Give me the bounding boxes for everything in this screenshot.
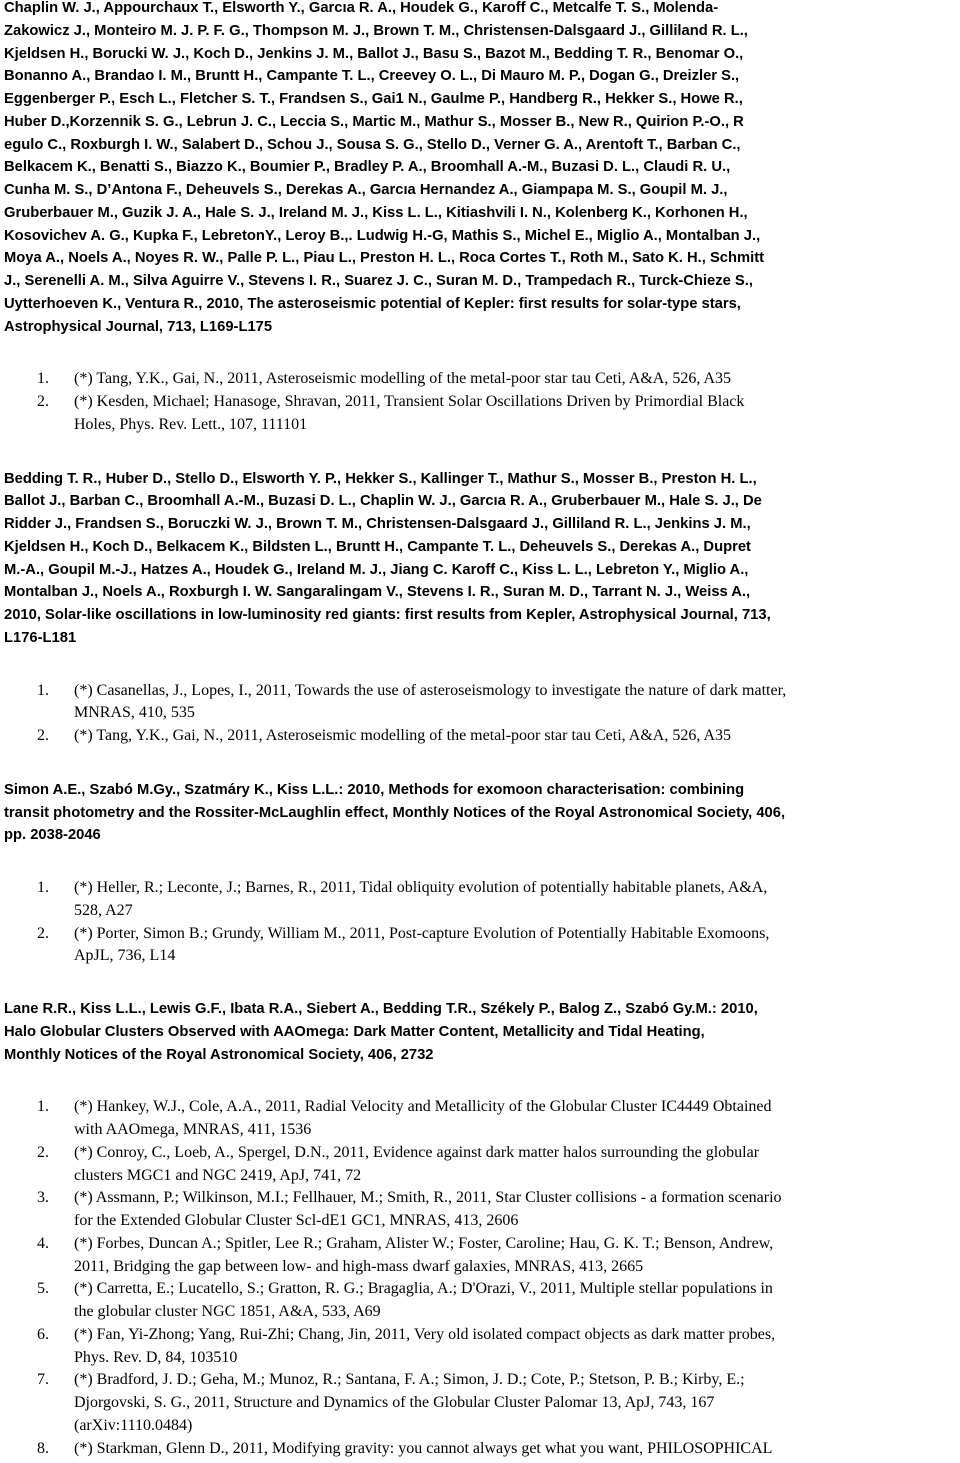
- citation-line: (*) Kesden, Michael; Hanasoge, Shravan, 2011, Transient Solar Oscillations Driven by Primordial Black: [74, 393, 745, 410]
- reference-line: Bedding T. R., Huber D., Stello D., Elsworth Y. P., Hekker S., Kallinger T., Mathur S., Mosser B., Preston H. L.,: [4, 470, 757, 487]
- citation-line: (*) Assmann, P.; Wilkinson, M.I.; Fellhauer, M.; Smith, R., 2011, Star Cluster collisions - a formation scenario: [74, 1189, 782, 1207]
- citation-line: (*) Tang, Y.K., Gai, N., 2011, Asteroseismic modelling of the metal-poor star tau Ceti, A&A, 526, A35: [74, 727, 732, 744]
- citation-number: 5.: [37, 1280, 49, 1298]
- citation-text: [74, 1324, 775, 1370]
- citation-line: (*) Casanellas, J., Lopes, I., 2011, Towards the use of asteroseismology to investigate the nature of dark matter,: [74, 681, 787, 699]
- citation-text: [74, 368, 731, 391]
- citation-number: 8.: [37, 1439, 49, 1457]
- reference-line: Astrophysical Journal, 713, L169-L175: [4, 318, 273, 335]
- citation-number: 3.: [37, 1189, 49, 1207]
- reference-line: Simon A.E., Szabó M.Gy., Szatmáry K., Kiss L.L.: 2010, Methods for exomoon characterisation: combining: [4, 781, 745, 798]
- reference-line: 2010, Solar-like oscillations in low-luminosity red giants: first results from Kepler, Astrophysical Journal, 713,: [4, 607, 771, 623]
- citation-text: [74, 391, 744, 437]
- citation-line: (*) Bradford, J. D.; Geha, M.; Munoz, R.; Santana, F. A.; Simon, J. D.; Cote, P.; Stetson, P. B.; Kirby, E.;: [74, 1371, 745, 1389]
- citing-paper-item: [4, 1096, 944, 1142]
- reference-line: Montalban J., Noels A., Roxburgh I. W. Sangaralingam V., Stevens I. R., Suran M. D., Tarrant N. J., Weiss A.,: [4, 584, 751, 601]
- citation-text: [74, 923, 769, 969]
- citation-text: [74, 1369, 745, 1437]
- citation-line: Phys. Rev. D, 84, 103510: [74, 1348, 238, 1366]
- citation-line: ApJL, 736, L14: [74, 947, 176, 965]
- reference-line: egulo C., Roxburgh I. W., Salabert D., Schou J., Sousa S. G., Stello D., Verner G. A., Arentoft T., Barban C.,: [4, 136, 741, 153]
- citing-paper-item: [4, 725, 944, 748]
- reference-line: Kosovichev A. G., Kupka F., LebretonY., Leroy B.,. Ludwig H.-G, Mathis S., Michel E., Miglio A., Montalban J.,: [4, 227, 761, 244]
- reference-line: L176-L181: [4, 629, 77, 646]
- citing-papers-list: [4, 1096, 944, 1460]
- reference-line: Zakowicz J., Monteiro M. J. P. F. G., Thompson M. J., Brown T. M., Christensen-Dalsgaard J., Gilliland R. L.,: [4, 22, 748, 39]
- citing-paper-item: [4, 1142, 944, 1188]
- citing-paper-item: [4, 1324, 944, 1370]
- reference-line: Uytterhoeven K., Ventura R., 2010, The asteroseismic potential of Kepler: first results for solar-type stars,: [4, 295, 741, 312]
- citing-paper-item: [4, 923, 944, 969]
- citation-text: [74, 1278, 773, 1324]
- citing-paper-item: [4, 1369, 944, 1437]
- reference-line: Monthly Notices of the Royal Astronomical Society, 406, 2732: [4, 1046, 434, 1063]
- reference-line: Cunha M. S., D’Antona F., Deheuvels S., Derekas A., Garcıa Hernandez A., Giampapa M. S., Goupil M. J.,: [4, 182, 728, 198]
- publication-entry: [4, 998, 944, 1460]
- citation-line: (*) Tang, Y.K., Gai, N., 2011, Asteroseismic modelling of the metal-poor star tau Ceti, A&A, 526, A35: [74, 370, 732, 388]
- citation-number: 6.: [37, 1325, 49, 1343]
- citation-line: 2011, Bridging the gap between low- and high-mass dwarf galaxies, MNRAS, 413, 2665: [74, 1257, 644, 1275]
- citation-text: [74, 1187, 782, 1233]
- citing-paper-item: [4, 1278, 944, 1324]
- citation-number: 2.: [37, 924, 49, 942]
- citation-number: 1.: [37, 370, 49, 388]
- citation-text: [74, 725, 731, 748]
- publication-reference: [4, 0, 944, 338]
- citing-paper-item: [4, 680, 944, 726]
- citing-paper-item: [4, 1438, 944, 1461]
- citation-line: Holes, Phys. Rev. Lett., 107, 111101: [74, 415, 308, 433]
- reference-line: Ridder J., Frandsen S., Boruczki W. J., Brown T. M., Christensen-Dalsgaard J., Gilliland R. L., Jenkins J. M.,: [4, 516, 751, 532]
- publication-entry: [4, 468, 944, 748]
- reference-line: Lane R.R., Kiss L.L., Lewis G.F., Ibata R.A., Siebert A., Bedding T.R., Székely P., Balog Z., Szabó Gy.M.: 2010,: [4, 1001, 758, 1017]
- citation-number: 1.: [37, 1098, 49, 1116]
- reference-line: Moya A., Noels A., Noyes R. W., Palle P. L., Piau L., Preston H. L., Roca Cortes T., Roth M., Sato K. H., Schmitt: [4, 250, 765, 267]
- citation-line: (*) Porter, Simon B.; Grundy, William M., 2011, Post-capture Evolution of Potentially Habitable Exomoons,: [74, 924, 770, 942]
- citing-papers-list: [4, 877, 944, 968]
- citation-line: 528, A27: [74, 901, 133, 919]
- citation-line: the globular cluster NGC 1851, A&A, 533, A69: [74, 1303, 381, 1320]
- citation-line: (*) Conroy, C., Loeb, A., Spergel, D.N., 2011, Evidence against dark matter halos surrounding the globular: [74, 1143, 760, 1161]
- citing-paper-item: [4, 1233, 944, 1279]
- reference-line: Chaplin W. J., Appourchaux T., Elsworth Y., Garcıa R. A., Houdek G., Karoff C., Metcalfe T. S., Molenda-: [4, 0, 719, 16]
- citation-line: MNRAS, 410, 535: [74, 704, 195, 722]
- citation-line: (*) Hankey, W.J., Cole, A.A., 2011, Radial Velocity and Metallicity of the Globular Cluster IC4449 Obtained: [74, 1098, 772, 1116]
- citation-text: [74, 1096, 772, 1142]
- publication-reference: [4, 779, 944, 847]
- citation-line: (*) Carretta, E.; Lucatello, S.; Gratton, R. G.; Bragaglia, A.; D'Orazi, V., 2011, Multiple stellar populations in: [74, 1280, 773, 1298]
- reference-line: Huber D.,Korzennik S. G., Lebrun J. C., Leccia S., Martic M., Mathur S., Mosser B., New R., Quirion P.-O., R: [4, 113, 744, 130]
- citation-number: 1.: [37, 879, 49, 896]
- citation-line: Djorgovski, S. G., 2011, Structure and Dynamics of the Globular Cluster Palomar 13, ApJ, 743, 167: [74, 1394, 715, 1411]
- reference-line: Kjeldsen H., Borucki W. J., Koch D., Jenkins J. M., Ballot J., Basu S., Bazot M., Bedding T. R., Benomar O.,: [4, 45, 744, 62]
- citation-text: [74, 1438, 772, 1461]
- citing-paper-item: [4, 877, 944, 923]
- citation-line: (*) Starkman, Glenn D., 2011, Modifying gravity: you cannot always get what you want, PHILOSOPHICAL: [74, 1439, 773, 1457]
- reference-line: transit photometry and the Rossiter-McLaughlin effect, Monthly Notices of the Royal Astronomical Society, 406,: [4, 804, 786, 821]
- citation-number: 2.: [37, 1143, 49, 1161]
- reference-line: Kjeldsen H., Koch D., Belkacem K., Bildsten L., Bruntt H., Campante T. L., Deheuvels S., Derekas A., Dupret: [4, 538, 751, 555]
- reference-line: Halo Globular Clusters Observed with AAOmega: Dark Matter Content, Metallicity and Tidal Heating,: [4, 1023, 705, 1040]
- publication-reference: [4, 468, 944, 650]
- citation-line: clusters MGC1 and NGC 2419, ApJ, 741, 72: [74, 1166, 362, 1184]
- reference-line: J., Serenelli A. M., Silva Aguirre V., Stevens I. R., Suarez J. C., Suran M. D., Trampedach R., Turck-Chieze S.,: [4, 273, 753, 289]
- citation-line: (arXiv:1110.0484): [74, 1416, 193, 1434]
- citation-number: 7.: [37, 1371, 49, 1389]
- publication-entry: [4, 0, 944, 437]
- citation-number: 1.: [37, 681, 49, 699]
- citation-number: 2.: [37, 393, 49, 410]
- citation-number: 4.: [37, 1234, 49, 1252]
- citation-line: (*) Forbes, Duncan A.; Spitler, Lee R.; Graham, Alister W.; Foster, Caroline; Hau, G. K. T.; Benson, Andrew,: [74, 1234, 774, 1252]
- publication-entry: [4, 779, 944, 968]
- citing-paper-item: [4, 391, 944, 437]
- reference-line: Bonanno A., Brandao I. M., Bruntt H., Campante T. L., Creevey O. L., Di Mauro M. P., Dogan G., Dreizler S.,: [4, 68, 740, 85]
- citation-text: [74, 680, 786, 726]
- reference-line: Belkacem K., Benatti S., Biazzo K., Boumier P., Bradley P. A., Broomhall A.-M., Buzasi D. L., Claudi R. U.,: [4, 159, 731, 176]
- citation-line: for the Extended Globular Cluster Scl-dE1 GC1, MNRAS, 413, 2606: [74, 1212, 519, 1229]
- citation-text: [74, 1142, 759, 1188]
- reference-line: pp. 2038-2046: [4, 827, 101, 844]
- citing-paper-item: [4, 368, 944, 391]
- reference-line: M.-A., Goupil M.-J., Hatzes A., Houdek G., Ireland M. J., Jiang C. Karoff C., Kiss L. L., Lebreton Y., Miglio A.,: [4, 561, 749, 578]
- reference-line: Eggenberger P., Esch L., Fletcher S. T., Frandsen S., Gai1 N., Gaulme P., Handberg R., Hekker S., Howe R.,: [4, 91, 743, 107]
- citation-number: 2.: [37, 727, 49, 744]
- citing-papers-list: [4, 368, 944, 436]
- citing-paper-item: [4, 1187, 944, 1233]
- citation-line: with AAOmega, MNRAS, 411, 1536: [74, 1121, 312, 1138]
- citation-line: (*) Fan, Yi-Zhong; Yang, Rui-Zhi; Chang, Jin, 2011, Very old isolated compact objects as dark matter probes,: [74, 1325, 776, 1343]
- reference-line: Ballot J., Barban C., Broomhall A.-M., Buzasi D. L., Chaplin W. J., Garcıa R. A., Gruberbauer M., Hale S. J., De: [4, 493, 762, 510]
- citing-papers-list: [4, 680, 944, 748]
- reference-line: Gruberbauer M., Guzik J. A., Hale S. J., Ireland M. J., Kiss L. L., Kitiashvili I. N., Kolenberg K., Korhonen H.,: [4, 204, 748, 221]
- citation-line: (*) Heller, R.; Leconte, J.; Barnes, R., 2011, Tidal obliquity evolution of potentially habitable planets, A&A,: [74, 879, 768, 896]
- publication-reference: [4, 998, 944, 1066]
- citation-text: [74, 1233, 773, 1279]
- citation-text: [74, 877, 767, 923]
